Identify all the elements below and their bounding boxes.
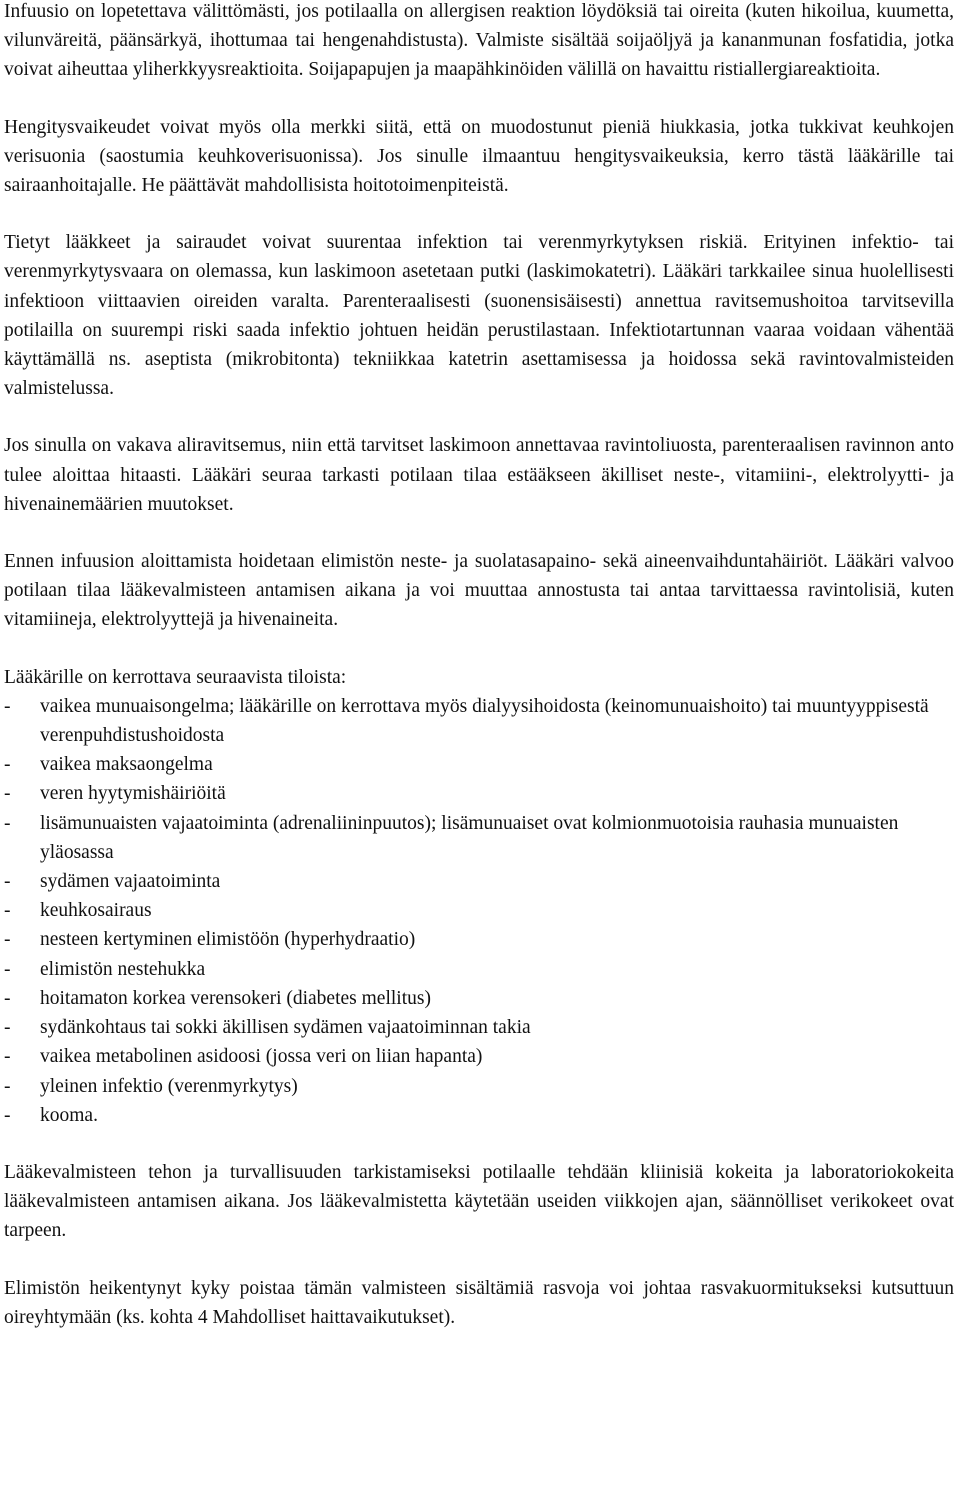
list-item — [4, 750, 954, 779]
paragraph-before-infusion: Ennen infuusion aloittamista hoidetaan elimistön neste- ja suolatasapaino- sekä aineenvaihduntahäiriöt. Lääkäri valvoo potilaan tilaa lääkevalmisteen antamisen aikana ja voi muuttaa annostusta tai antaa tarvittaessa ravintolisiä, kuten vitamiineja, elektrolyyttejä ja hivenaineita. — [4, 551, 954, 631]
paragraph-infection-risk: Tietyt lääkkeet ja sairaudet voivat suurentaa infektion tai verenmyrkytyksen riskiä. Erityinen infektio- tai verenmyrkytysvaara on olemassa, kun laskimoon asetetaan putki (laskimokatetri). Lääkäri tarkkailee sinua huolellisesti infektioon viittaavien oireiden varalta. Parenteraalisesti (suonensisäisesti) annettua ravitsemushoitoa tarvitsevilla potilailla on suurempi riski saada infektio johtuen heidän perustilastaan. Infektiotartunnan vaaraa voidaan vähentää käyttämällä ns. aseptista (mikrobitonta) tekniikkaa katetrin asettamisessa ja hoidossa sekä ravintovalmisteiden valmistelussa. — [4, 232, 954, 400]
list-dash: - — [4, 1046, 11, 1068]
list-item-text: vaikea munuaisongelma; lääkärille on kerrottava myös dialyysihoidosta (keinomunuaishoito) tai muuntyyppisestä verenpuhdistushoidosta — [40, 695, 929, 747]
list-dash: - — [4, 754, 11, 776]
list-item-text: keuhkosairaus — [40, 900, 152, 922]
list-item-text: sydänkohtaus tai sokki äkillisen sydämen vajaatoiminnan takia — [40, 1017, 531, 1039]
list-item-text: elimistön nestehukka — [40, 958, 206, 980]
list-dash: - — [4, 812, 11, 834]
list-item-text: yleinen infektio (verenmyrkytys) — [40, 1075, 298, 1097]
list-dash: - — [4, 900, 11, 922]
list-intro: Lääkärille on kerrottava seuraavista tiloista: — [4, 666, 347, 688]
list-item — [4, 955, 954, 984]
list-item-text: hoitamaton korkea verensokeri (diabetes mellitus) — [40, 987, 431, 1009]
list-item — [4, 867, 954, 896]
list-item — [4, 1101, 954, 1130]
list-item — [4, 984, 954, 1013]
list-dash: - — [4, 783, 11, 805]
list-item-text: lisämunuaisten vajaatoiminta (adrenaliininpuutos); lisämunuaiset ovat kolmionmuotoisia rauhasia munuaisten yläosassa — [40, 812, 899, 863]
list-item — [4, 1042, 954, 1071]
list-item-text: kooma. — [40, 1104, 98, 1126]
list-dash: - — [4, 987, 11, 1009]
paragraph-fat-overload: Elimistön heikentynyt kyky poistaa tämän valmisteen sisältämiä rasvoja voi johtaa rasvakuormitukseksi kutsuttuun oireyhtymään (ks. kohta 4 Mahdolliset haittavaikutukset). — [4, 1277, 954, 1328]
paragraph-breathing-difficulties: Hengitysvaikeudet voivat myös olla merkki siitä, että on muodostunut pieniä hiukkasia, jotka tukkivat keuhkojen verisuonia (saostumia keuhkoverisuonissa). Jos sinulle ilmaantuu hengitysvaikeuksia, kerro tästä lääkärille tai sairaanhoitajalle. He päättävät mahdollisista hoitotoimenpiteistä. — [4, 116, 954, 197]
list-item-text: nesteen kertyminen elimistöön (hyperhydraatio) — [40, 929, 416, 951]
paragraph-allergic-reaction: Infuusio on lopetettava välittömästi, jos potilaalla on allergisen reaktion löydöksiä tai oireita (kuten hikoilua, kuumetta, vilunväreitä, päänsärkyä, ihottumaa tai hengenahdistusta). Valmiste sisältää soijaöljyä ja kananmunan fosfatidia, jotka voivat aiheuttaa yliherkkyysreaktioita. Soijapapujen ja maapähkinöiden välillä on havaittu ristiallergiareaktioita. — [4, 1, 954, 81]
list-dash: - — [4, 958, 11, 980]
list-item-text: vaikea metabolinen asidoosi (jossa veri on liian hapanta) — [40, 1046, 483, 1068]
paragraph-malnutrition: Jos sinulla on vakava aliravitsemus, niin että tarvitset laskimoon annettavaa ravintoliuosta, parenteraalisen ravinnon anto tulee aloittaa hitaasti. Lääkäri seuraa tarkasti potilaan tilaa estääkseen äkilliset neste-, vitamiini-, elektrolyytti- ja hivenainemäärien muutokset. — [4, 435, 954, 515]
list-item — [4, 896, 954, 925]
list-item — [4, 1013, 954, 1042]
list-dash: - — [4, 1017, 11, 1039]
paragraph-monitoring: Lääkevalmisteen tehon ja turvallisuuden tarkistamiseksi potilaalle tehdään kliinisiä kokeita ja laboratoriokokeita lääkevalmisteen antamisen aikana. Jos lääkevalmistetta käytetään useiden viikkojen ajan, säännölliset verikokeet ovat tarpeen. — [4, 1161, 954, 1242]
list-dash: - — [4, 929, 11, 951]
list-item-text: vaikea maksaongelma — [40, 754, 213, 776]
conditions-list — [4, 692, 954, 1130]
list-dash: - — [4, 1075, 11, 1097]
list-dash: - — [4, 871, 11, 893]
list-item — [4, 809, 954, 867]
list-dash: - — [4, 695, 11, 717]
list-item — [4, 692, 954, 750]
list-item — [4, 1072, 954, 1101]
list-dash: - — [4, 1104, 11, 1126]
list-item-text: sydämen vajaatoiminta — [40, 871, 221, 893]
list-item-text: veren hyytymishäiriöitä — [40, 783, 226, 805]
list-item — [4, 779, 954, 808]
list-item — [4, 925, 954, 954]
